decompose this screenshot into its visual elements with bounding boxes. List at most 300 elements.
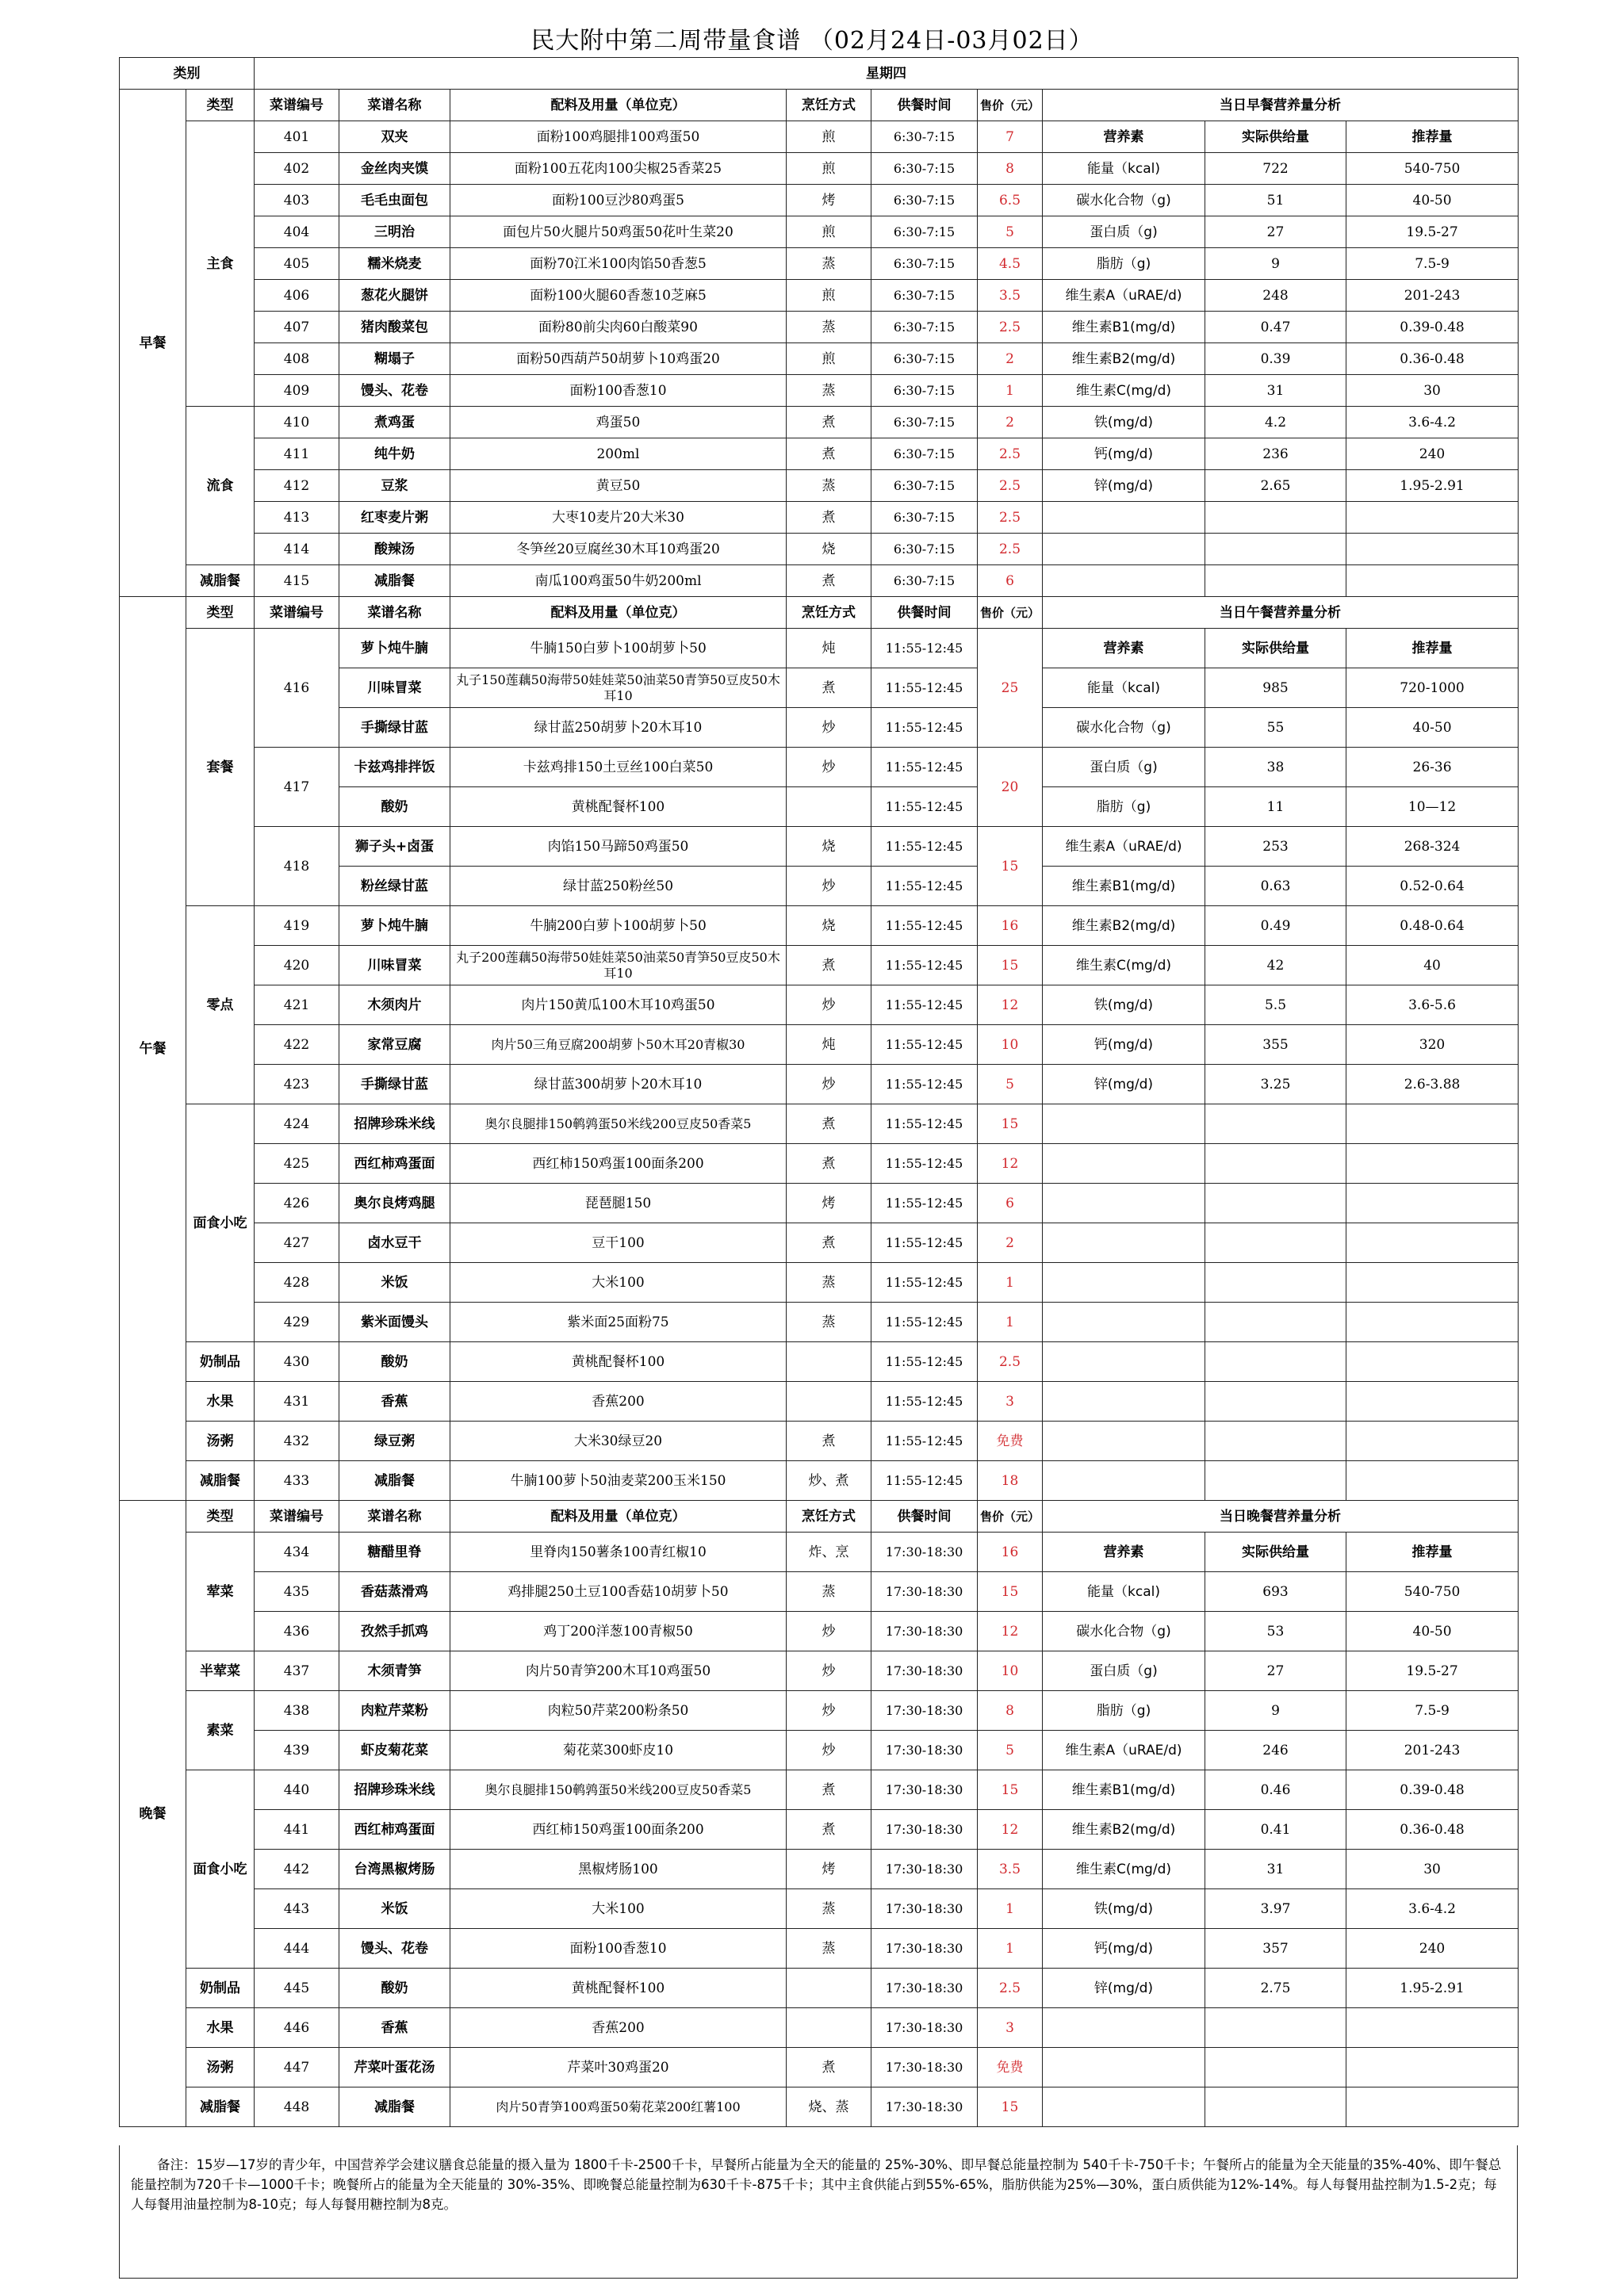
serving-time: 17:30-18:30 [871,1770,978,1810]
dish-ingredients: 卡兹鸡排150土豆丝100白菜50 [450,748,787,787]
dish-name: 酸辣汤 [339,534,450,565]
category-header: 类别 [120,58,255,90]
empty-cell [1205,2008,1346,2048]
nutrient-actual: 246 [1205,1731,1346,1770]
dish-ingredients: 面粉100豆沙80鸡蛋5 [450,185,787,216]
col-name-header: 菜谱名称 [339,90,450,121]
cooking-method: 煮 [787,1144,871,1184]
dish-price: 3 [978,2008,1043,2048]
dish-code: 434 [255,1533,339,1572]
cooking-method: 炒 [787,1065,871,1104]
nutrient-name: 维生素A（uRAE/d) [1043,280,1205,312]
col-type-header: 类型 [186,90,255,121]
dish-ingredients: 面粉100鸡腿排100鸡蛋50 [450,121,787,153]
serving-time: 6:30-7:15 [871,438,978,470]
dish-price: 2.5 [978,1342,1043,1382]
serving-time: 11:55-12:45 [871,1144,978,1184]
empty-cell [1043,1223,1205,1263]
dish-ingredients: 奥尔良腿排150鹌鹑蛋50米线200豆皮50香菜5 [450,1770,787,1810]
dish-code: 419 [255,906,339,946]
empty-cell [1205,565,1346,597]
cooking-method: 炒 [787,985,871,1025]
nutrient-name: 碳水化合物（g) [1043,185,1205,216]
dish-code: 418 [255,827,339,906]
nutrient-name: 碳水化合物（g) [1043,708,1205,748]
dish-price: 6.5 [978,185,1043,216]
nutrient-actual: 0.46 [1205,1770,1346,1810]
dish-price: 2.5 [978,312,1043,343]
dish-name: 川味冒菜 [339,946,450,985]
nutrient-name: 铁(mg/d) [1043,1889,1205,1929]
table-row [120,1104,1519,1144]
table-row [120,312,1519,343]
dish-ingredients: 鸡丁200洋葱100青椒50 [450,1612,787,1651]
empty-cell [1205,1263,1346,1303]
page-title: 民大附中第二周带量食谱 （02月24日-03月02日） [530,27,1094,55]
dish-price: 5 [978,216,1043,248]
col-method-header: 烹饪方式 [787,1501,871,1533]
serving-time: 6:30-7:15 [871,121,978,153]
dish-code: 445 [255,1969,339,2008]
dish-ingredients: 鸡排腿250土豆100香菇10胡萝卜50 [450,1572,787,1612]
cooking-method: 烧 [787,827,871,867]
nutrient-name: 维生素C(mg/d) [1043,946,1205,985]
dish-code: 436 [255,1612,339,1651]
nutrient-actual: 53 [1205,1612,1346,1651]
col-time-header: 供餐时间 [871,1501,978,1533]
cooking-method: 烧 [787,906,871,946]
dish-name: 红枣麦片粥 [339,502,450,534]
dish-code: 432 [255,1422,339,1461]
cooking-method: 炒 [787,708,871,748]
dish-name: 萝卜炖牛腩 [339,906,450,946]
nutrient-name: 能量（kcal) [1043,1572,1205,1612]
nutrient-actual: 0.47 [1205,312,1346,343]
empty-cell [1346,2087,1519,2127]
dish-price: 12 [978,1810,1043,1850]
serving-time: 6:30-7:15 [871,248,978,280]
nutrient-name: 维生素A（uRAE/d) [1043,1731,1205,1770]
cooking-method: 蒸 [787,470,871,502]
dish-price: 5 [978,1731,1043,1770]
dish-ingredients: 绿甘蓝250粉丝50 [450,867,787,906]
dish-name: 香蕉 [339,2008,450,2048]
dish-name: 手撕绿甘蓝 [339,1065,450,1104]
dish-name: 川味冒菜 [339,668,450,708]
actual-col-header: 实际供给量 [1205,629,1346,668]
nutrient-actual: 985 [1205,668,1346,708]
serving-time: 17:30-18:30 [871,1889,978,1929]
dish-name: 西红柿鸡蛋面 [339,1810,450,1850]
table-row [120,121,1519,153]
dish-ingredients: 黄豆50 [450,470,787,502]
nutrient-name: 维生素B2(mg/d) [1043,1810,1205,1850]
serving-time: 11:55-12:45 [871,1184,978,1223]
dish-name: 家常豆腐 [339,1025,450,1065]
table-row [120,1969,1519,2008]
nutrient-recommended: 26-36 [1346,748,1519,787]
nutrient-recommended: 2.6-3.88 [1346,1065,1519,1104]
dish-ingredients: 大米30绿豆20 [450,1422,787,1461]
nutrient-recommended: 240 [1346,1929,1519,1969]
dish-ingredients: 西红柿150鸡蛋100面条200 [450,1810,787,1850]
table-row [120,1929,1519,1969]
dish-ingredients: 面粉50西葫芦50胡萝卜10鸡蛋20 [450,343,787,375]
dish-type: 套餐 [186,629,255,906]
nutrient-name: 蛋白质（g) [1043,216,1205,248]
empty-cell [1043,502,1205,534]
nutrient-recommended: 540-750 [1346,1572,1519,1612]
dish-price: 15 [978,827,1043,906]
empty-cell [1043,1303,1205,1342]
nutrient-actual: 248 [1205,280,1346,312]
nutrient-name: 锌(mg/d) [1043,1065,1205,1104]
nutrient-recommended: 30 [1346,1850,1519,1889]
dish-name: 酸奶 [339,1342,450,1382]
dish-price: 5 [978,1065,1043,1104]
cooking-method: 蒸 [787,1303,871,1342]
cooking-method: 煮 [787,946,871,985]
dish-price: 7 [978,121,1043,153]
table-row [120,1382,1519,1422]
dish-ingredients: 肉片150黄瓜100木耳10鸡蛋50 [450,985,787,1025]
serving-time: 17:30-18:30 [871,1731,978,1770]
serving-time: 6:30-7:15 [871,375,978,407]
nutrient-recommended: 1.95-2.91 [1346,470,1519,502]
nutrient-recommended: 0.36-0.48 [1346,343,1519,375]
serving-time: 6:30-7:15 [871,153,978,185]
col-name-header: 菜谱名称 [339,597,450,629]
nutrient-actual: 722 [1205,153,1346,185]
dish-code: 409 [255,375,339,407]
nutrient-name: 维生素B2(mg/d) [1043,906,1205,946]
cooking-method [787,787,871,827]
dish-ingredients: 牛腩150白萝卜100胡萝卜50 [450,629,787,668]
nutrient-recommended: 1.95-2.91 [1346,1969,1519,2008]
empty-cell [1043,1422,1205,1461]
empty-cell [1346,1461,1519,1501]
dish-price: 6 [978,565,1043,597]
dish-type: 奶制品 [186,1969,255,2008]
empty-cell [1346,502,1519,534]
dish-price: 15 [978,1770,1043,1810]
dish-name: 芹菜叶蛋花汤 [339,2048,450,2087]
cooking-method: 烧、蒸 [787,2087,871,2127]
table-row [120,1810,1519,1850]
serving-time: 11:55-12:45 [871,748,978,787]
dish-ingredients: 冬笋丝20豆腐丝30木耳10鸡蛋20 [450,534,787,565]
table-row [120,216,1519,248]
dish-code: 433 [255,1461,339,1501]
table-row [120,1461,1519,1501]
dish-price: 免费 [978,2048,1043,2087]
table-row [120,827,1519,867]
meal-breakfast: 早餐 [120,90,186,597]
dish-code: 407 [255,312,339,343]
nutrient-actual: 27 [1205,1651,1346,1691]
nutrient-recommended: 0.36-0.48 [1346,1810,1519,1850]
serving-time: 6:30-7:15 [871,343,978,375]
dish-code: 408 [255,343,339,375]
dish-name: 孜然手抓鸡 [339,1612,450,1651]
dish-name: 卤水豆干 [339,1223,450,1263]
table-row [120,1223,1519,1263]
dish-code: 413 [255,502,339,534]
cooking-method: 蒸 [787,1929,871,1969]
nutrient-recommended: 540-750 [1346,153,1519,185]
dish-price: 16 [978,906,1043,946]
dish-code: 416 [255,629,339,748]
col-price-header: 售价（元） [978,90,1043,121]
nutrient-recommended: 3.6-4.2 [1346,1889,1519,1929]
nutrient-name: 脂肪（g) [1043,787,1205,827]
cooking-method: 炒 [787,1612,871,1651]
serving-time: 11:55-12:45 [871,1065,978,1104]
table-row [120,1850,1519,1889]
col-ingredients-header: 配料及用量（单位克） [450,90,787,121]
nutrient-name: 能量（kcal) [1043,153,1205,185]
dish-name: 葱花火腿饼 [339,280,450,312]
cooking-method [787,1342,871,1382]
serving-time: 11:55-12:45 [871,906,978,946]
table-row [120,597,1519,629]
table-row [120,1303,1519,1342]
dish-price: 6 [978,1184,1043,1223]
nutrient-actual: 4.2 [1205,407,1346,438]
table-row [120,946,1519,985]
table-row [120,1651,1519,1691]
nutrient-col-header: 营养素 [1043,121,1205,153]
nutrient-col-header: 营养素 [1043,629,1205,668]
dish-code: 424 [255,1104,339,1144]
dish-ingredients: 面包片50火腿片50鸡蛋50花叶生菜20 [450,216,787,248]
table-row [120,629,1519,668]
nutrient-actual: 9 [1205,1691,1346,1731]
nutrient-recommended: 40-50 [1346,185,1519,216]
empty-cell [1346,1303,1519,1342]
recommended-col-header: 推荐量 [1346,121,1519,153]
table-row [120,1144,1519,1184]
dish-ingredients: 紫米面25面粉75 [450,1303,787,1342]
table-row [120,985,1519,1025]
dish-ingredients: 肉粒50芹菜200粉条50 [450,1691,787,1731]
empty-cell [1346,565,1519,597]
serving-time: 11:55-12:45 [871,1104,978,1144]
table-row [120,2087,1519,2127]
dish-type: 素菜 [186,1691,255,1770]
serving-time: 6:30-7:15 [871,185,978,216]
dish-code: 423 [255,1065,339,1104]
dish-price: 15 [978,1572,1043,1612]
nutrient-actual: 11 [1205,787,1346,827]
table-row [120,1770,1519,1810]
empty-cell [1205,1461,1346,1501]
cooking-method: 蒸 [787,1263,871,1303]
dish-name: 台湾黑椒烤肠 [339,1850,450,1889]
empty-cell [1346,534,1519,565]
cooking-method: 炸、烹 [787,1533,871,1572]
nutrient-recommended: 40-50 [1346,1612,1519,1651]
analysis-title: 当日午餐营养量分析 [1043,597,1519,629]
dish-ingredients: 西红柿150鸡蛋100面条200 [450,1144,787,1184]
cooking-method: 煮 [787,1104,871,1144]
nutrient-actual: 5.5 [1205,985,1346,1025]
table-row [120,248,1519,280]
dish-price: 2.5 [978,470,1043,502]
dish-price: 20 [978,748,1043,827]
cooking-method: 炒 [787,1731,871,1770]
dish-ingredients: 绿甘蓝300胡萝卜20木耳10 [450,1065,787,1104]
dish-code: 440 [255,1770,339,1810]
dish-price: 1 [978,1303,1043,1342]
cooking-method: 煮 [787,502,871,534]
cooking-method: 蒸 [787,248,871,280]
nutrient-name: 锌(mg/d) [1043,470,1205,502]
serving-time: 6:30-7:15 [871,312,978,343]
dish-code: 411 [255,438,339,470]
empty-cell [1205,2087,1346,2127]
dish-ingredients: 大枣10麦片20大米30 [450,502,787,534]
serving-time: 11:55-12:45 [871,629,978,668]
dish-price: 2.5 [978,438,1043,470]
dish-code: 414 [255,534,339,565]
nutrient-name: 维生素B1(mg/d) [1043,867,1205,906]
dish-code: 438 [255,1691,339,1731]
table-row [120,748,1519,787]
empty-cell [1205,1144,1346,1184]
dish-code: 427 [255,1223,339,1263]
empty-cell [1043,1382,1205,1422]
table-row [120,438,1519,470]
nutrient-actual: 9 [1205,248,1346,280]
serving-time: 11:55-12:45 [871,867,978,906]
nutrient-name: 铁(mg/d) [1043,985,1205,1025]
recommended-col-header: 推荐量 [1346,1533,1519,1572]
col-time-header: 供餐时间 [871,597,978,629]
nutrient-name: 锌(mg/d) [1043,1969,1205,2008]
cooking-method: 煮 [787,438,871,470]
nutrient-name: 脂肪（g) [1043,248,1205,280]
nutrient-name: 维生素C(mg/d) [1043,1850,1205,1889]
dish-name: 馒头、花卷 [339,375,450,407]
nutrient-name: 能量（kcal) [1043,668,1205,708]
dish-name: 手撕绿甘蓝 [339,708,450,748]
empty-cell [1043,1461,1205,1501]
nutrient-actual: 2.75 [1205,1969,1346,2008]
nutrient-col-header: 营养素 [1043,1533,1205,1572]
empty-cell [1205,1382,1346,1422]
dish-name: 毛毛虫面包 [339,185,450,216]
actual-col-header: 实际供给量 [1205,1533,1346,1572]
dish-ingredients: 豆干100 [450,1223,787,1263]
dish-ingredients: 南瓜100鸡蛋50牛奶200ml [450,565,787,597]
dish-name: 酸奶 [339,1969,450,2008]
dish-name: 招牌珍珠米线 [339,1770,450,1810]
dish-type: 零点 [186,906,255,1104]
dish-price: 2 [978,407,1043,438]
recommended-col-header: 推荐量 [1346,629,1519,668]
serving-time: 11:55-12:45 [871,1025,978,1065]
dish-type: 汤粥 [186,1422,255,1461]
cooking-method: 煮 [787,1223,871,1263]
serving-time: 17:30-18:30 [871,1691,978,1731]
empty-cell [1043,1104,1205,1144]
nutrient-recommended: 7.5-9 [1346,248,1519,280]
cooking-method: 蒸 [787,1889,871,1929]
table-row [120,407,1519,438]
serving-time: 11:55-12:45 [871,1422,978,1461]
cooking-method [787,2008,871,2048]
table-row [120,1501,1519,1533]
day-header: 星期四 [255,58,1519,90]
col-type-header: 类型 [186,597,255,629]
cooking-method: 煮 [787,2048,871,2087]
dish-price: 3.5 [978,1850,1043,1889]
dish-code: 401 [255,121,339,153]
empty-cell [1043,1184,1205,1223]
dish-ingredients: 面粉100香葱10 [450,1929,787,1969]
table-row [120,1572,1519,1612]
dish-code: 444 [255,1929,339,1969]
dish-ingredients: 香蕉200 [450,2008,787,2048]
nutrient-name: 碳水化合物（g) [1043,1612,1205,1651]
nutrient-name: 维生素B2(mg/d) [1043,343,1205,375]
dish-type: 主食 [186,121,255,407]
nutrient-name: 维生素B1(mg/d) [1043,312,1205,343]
dish-type: 荤菜 [186,1533,255,1651]
col-code-header: 菜谱编号 [255,597,339,629]
dish-type: 奶制品 [186,1342,255,1382]
dish-name: 减脂餐 [339,2087,450,2127]
dish-price: 12 [978,1144,1043,1184]
dish-name: 虾皮菊花菜 [339,1731,450,1770]
nutrient-recommended: 240 [1346,438,1519,470]
empty-cell [1043,1263,1205,1303]
serving-time: 17:30-18:30 [871,1651,978,1691]
serving-time: 11:55-12:45 [871,827,978,867]
dish-ingredients: 奥尔良腿排150鹌鹑蛋50米线200豆皮50香菜5 [450,1104,787,1144]
dish-ingredients: 肉片50青笋200木耳10鸡蛋50 [450,1651,787,1691]
dish-name: 煮鸡蛋 [339,407,450,438]
dish-price: 3.5 [978,280,1043,312]
dish-code: 403 [255,185,339,216]
empty-cell [1346,1342,1519,1382]
dish-price: 免费 [978,1422,1043,1461]
cooking-method: 炒 [787,1691,871,1731]
dish-price: 1 [978,1889,1043,1929]
dish-name: 糖醋里脊 [339,1533,450,1572]
nutrient-actual: 3.25 [1205,1065,1346,1104]
dish-ingredients: 鸡蛋50 [450,407,787,438]
nutrient-recommended: 3.6-4.2 [1346,407,1519,438]
dish-name: 香蕉 [339,1382,450,1422]
table-row [120,2048,1519,2087]
serving-time: 11:55-12:45 [871,1223,978,1263]
nutrient-actual: 236 [1205,438,1346,470]
cooking-method: 烧 [787,534,871,565]
serving-time: 17:30-18:30 [871,1612,978,1651]
empty-cell [1205,502,1346,534]
col-price-header: 售价（元） [978,1501,1043,1533]
dish-price: 8 [978,153,1043,185]
serving-time: 11:55-12:45 [871,946,978,985]
dish-ingredients: 香蕉200 [450,1382,787,1422]
dish-name: 米饭 [339,1263,450,1303]
nutrient-name: 蛋白质（g) [1043,1651,1205,1691]
cooking-method: 蒸 [787,375,871,407]
table-row [120,565,1519,597]
empty-cell [1205,1223,1346,1263]
